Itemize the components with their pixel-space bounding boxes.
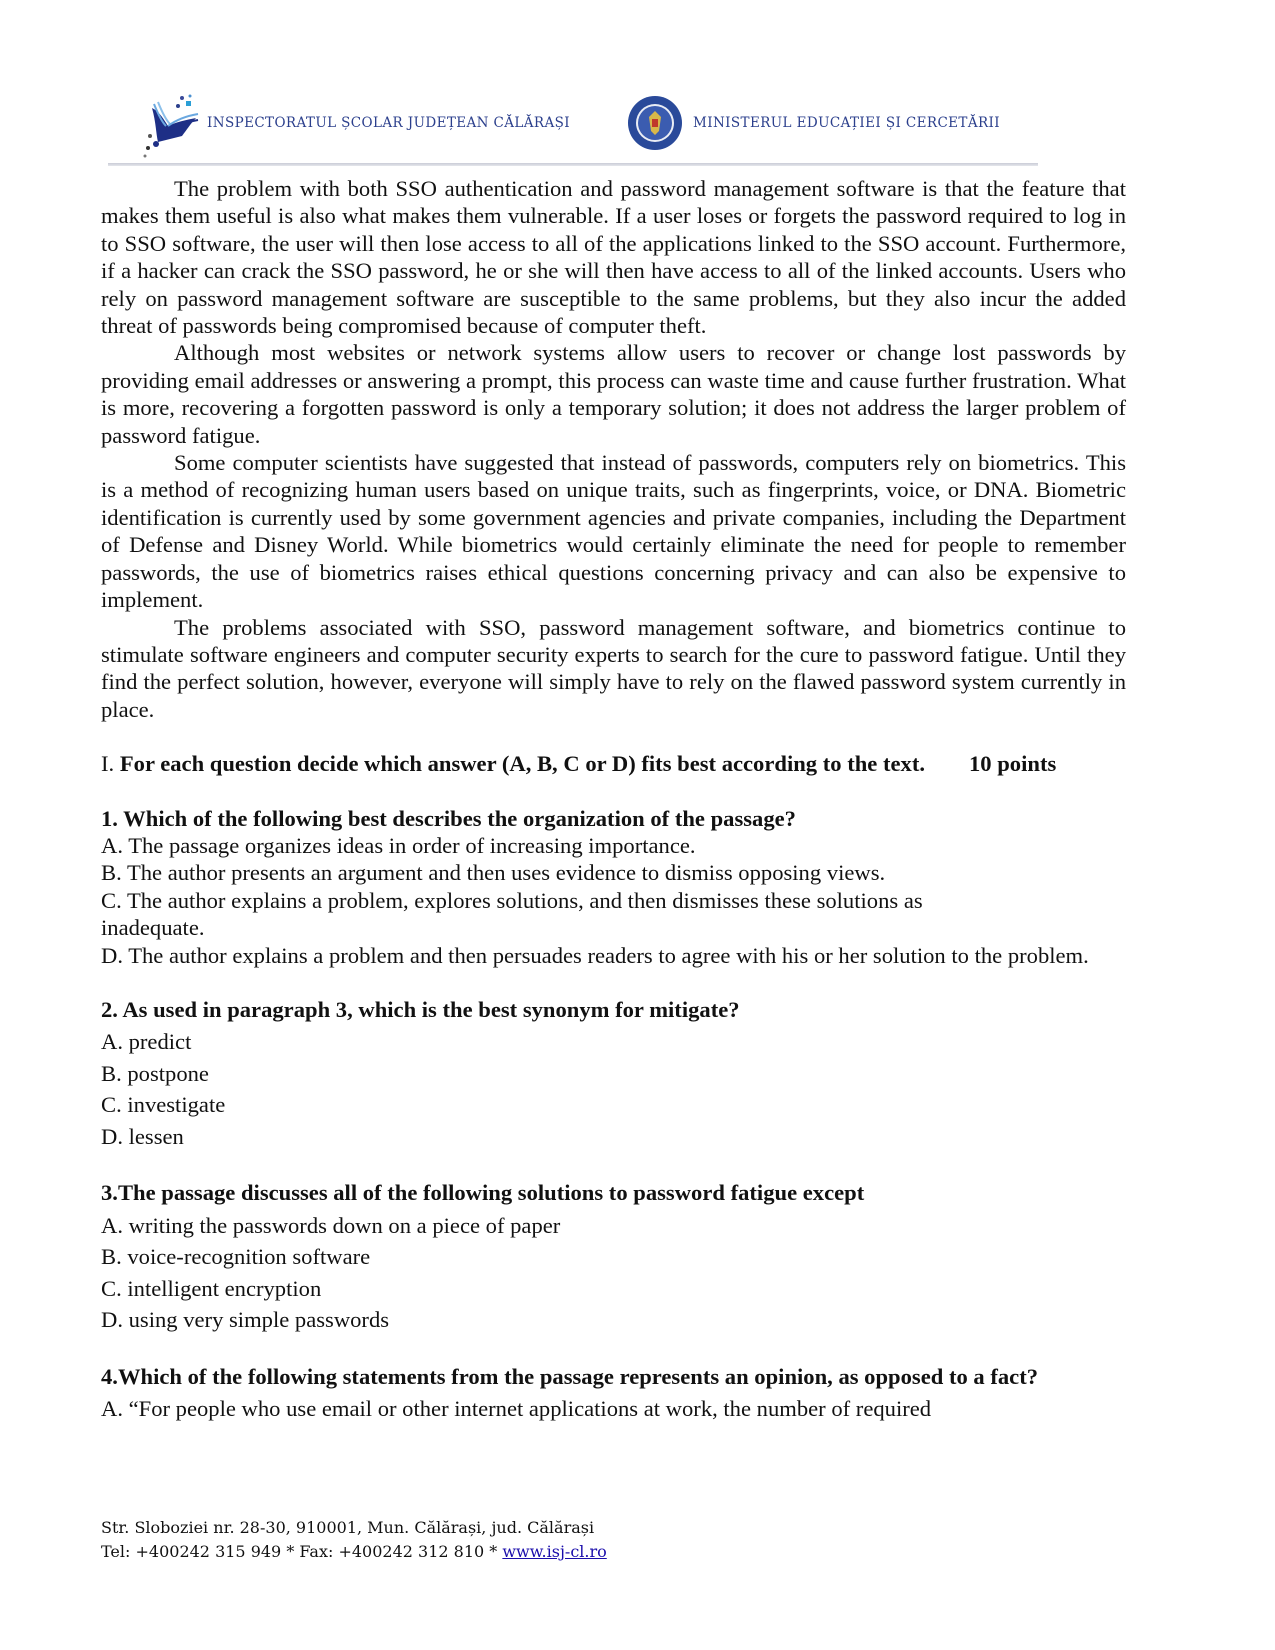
answer-option: D. lessen — [101, 1123, 184, 1149]
answer-option: B. postpone — [101, 1060, 209, 1086]
answer-option: C. intelligent encryption — [101, 1275, 322, 1301]
answer-option: B. The author presents an argument and then uses evidence to dismiss opposing views. — [101, 860, 886, 886]
isj-name: INSPECTORATUL ȘCOLAR JUDEȚEAN CĂLĂRAȘI — [207, 115, 571, 131]
answer-option: A. predict — [101, 1029, 192, 1055]
footer-contact — [101, 1540, 607, 1564]
ministry-seal-icon — [627, 95, 683, 151]
exercise-number: I. — [101, 751, 115, 777]
website-link[interactable]: www.isj-cl.ro — [502, 1542, 607, 1561]
answer-option: A. writing the passwords down on a piece of paper — [101, 1212, 561, 1238]
question-prompt: 1. Which of the following best describes the organization of the passage? — [101, 805, 796, 831]
isj-book-logo-icon — [142, 92, 204, 160]
answer-option: C. The author explains a problem, explores solutions, and then dismisses these solutions as inadequate. — [101, 887, 923, 941]
instruction-text: For each question decide which answer (A, B, C or D) fits best according to the text. — [119, 751, 925, 777]
passage-paragraph: Although most websites or network systems allow users to recover or change lost passwords by providing email addresses or answering a prompt, this process can waste time and cause further frustration. What is more, recovering a forgotten password is only a temporary solution; it does not address the larger problem of password fatigue. — [101, 340, 1126, 448]
footer-phone-fax: Tel: +400242 315 949 * Fax: +400242 312 810 * — [101, 1542, 503, 1561]
ministry-name: MINISTERUL EDUCAȚIEI ȘI CERCETĂRII — [693, 115, 1001, 131]
exercise-instruction — [101, 750, 1171, 777]
points-label: 10 points — [969, 751, 1057, 777]
question-4 — [101, 1363, 1171, 1425]
letterhead — [0, 0, 1275, 170]
answer-option: A. “For people who use email or other internet applications at work, the number of required — [101, 1396, 932, 1422]
answer-option: C. investigate — [101, 1092, 226, 1118]
question-prompt: 3.The passage discusses all of the following solutions to password fatigue except — [101, 1180, 865, 1206]
passage-paragraph: The problems associated with SSO, password management software, and biometrics continue to stimulate software engineers and computer security experts to search for the cure to password fatigue. Until they find the perfect solution, however, everyone will simply have to rely on the flawed password system currently in place. — [101, 614, 1126, 722]
document-body — [101, 175, 1171, 1425]
answer-option: D. using very simple passwords — [101, 1307, 390, 1333]
footer-address: Str. Sloboziei nr. 28-30, 910001, Mun. Călărași, jud. Călărași — [101, 1518, 595, 1537]
answer-option: B. voice-recognition software — [101, 1244, 371, 1270]
page-footer — [101, 1516, 607, 1564]
header-divider — [108, 163, 1038, 166]
question-1 — [101, 805, 1171, 969]
passage-paragraph: The problem with both SSO authentication and password management software is that the feature that makes them useful is also what makes them vulnerable. If a user loses or forgets the password required to log in to SSO software, the user will then lose access to all of the applications linked to the SSO account. Furthermore, if a hacker can crack the SSO password, he or she will then have access to all of the linked accounts. Users who rely on password management software are susceptible to the same problems, but they also incur the added threat of passwords being compromised because of computer theft. — [101, 176, 1126, 339]
question-2 — [101, 996, 1171, 1152]
passage-paragraph: Some computer scientists have suggested that instead of passwords, computers rely on biometrics. This is a method of recognizing human users based on unique traits, such as fingerprints, voice, or DNA. Biometric identification is currently used by some government agencies and private companies, including the Department of Defense and Disney World. While biometrics would certainly eliminate the need for people to remember passwords, the use of biometrics raises ethical questions concerning privacy and can also be expensive to implement. — [101, 450, 1126, 613]
question-3 — [101, 1179, 1171, 1335]
question-prompt: 2. As used in paragraph 3, which is the best synonym for mitigate? — [101, 996, 740, 1022]
question-prompt: 4.Which of the following statements from the passage represents an opinion, as opposed to a fact? — [101, 1363, 1039, 1389]
answer-option: D. The author explains a problem and then persuades readers to agree with his or her solution to the problem. — [101, 942, 1089, 968]
answer-option: A. The passage organizes ideas in order of increasing importance. — [101, 832, 696, 858]
